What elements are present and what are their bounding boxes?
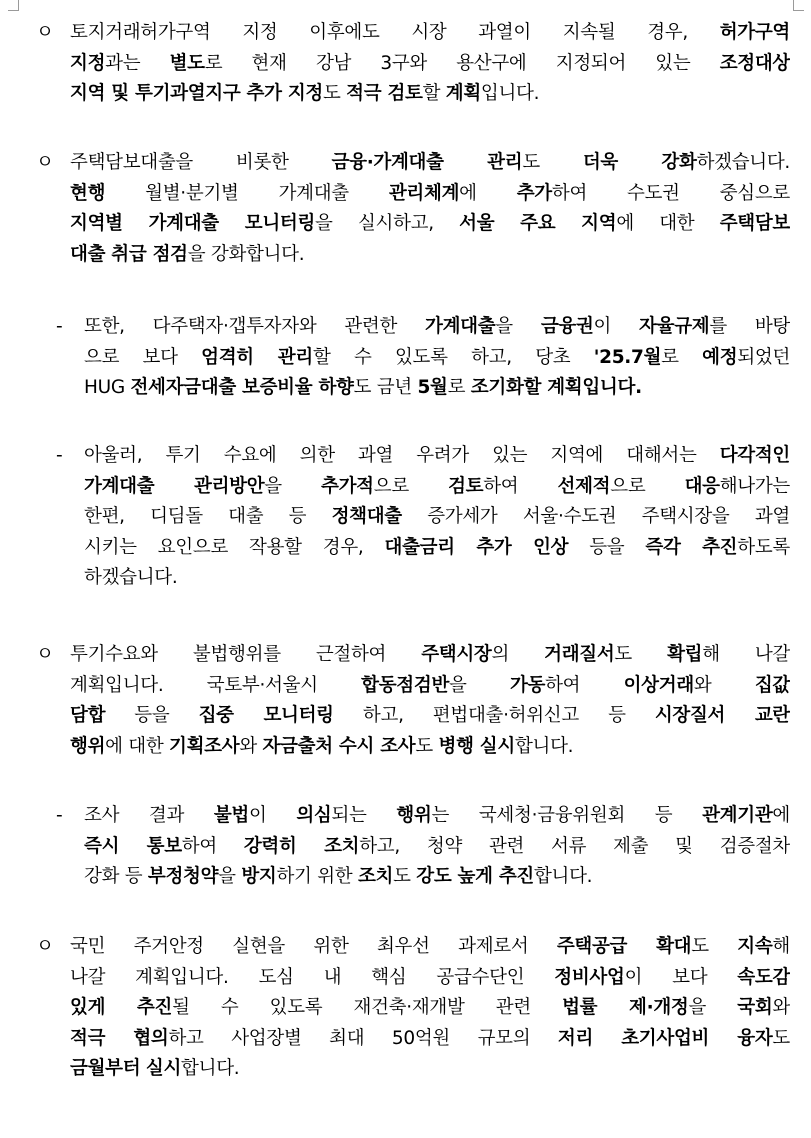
bullet-marker: ㅇ xyxy=(36,644,54,665)
text-line xyxy=(70,963,790,993)
text-run: 합니다. xyxy=(181,1058,240,1079)
bold-text: 있게 추진 xyxy=(70,997,173,1018)
text-run: 입니다. xyxy=(480,83,540,104)
text-run: HUG xyxy=(84,377,131,398)
text-run: 국민 주거안정 실현을 위한 최우선 과제로서 xyxy=(70,936,557,957)
text-line xyxy=(84,832,790,862)
text-run: 도 xyxy=(614,644,668,665)
text-line xyxy=(84,312,790,342)
text-line xyxy=(70,79,790,109)
text-run: 와 xyxy=(693,674,755,696)
text-run: 시키는 요인으로 작용할 경우, xyxy=(84,536,385,558)
bold-text: 전세자금대출 보증비율 하향 xyxy=(130,377,354,398)
text-line xyxy=(70,1024,790,1054)
text-run: 해 나갈 xyxy=(702,644,790,665)
dash-marker: - xyxy=(56,316,63,337)
bold-text: 병행 실시 xyxy=(438,735,515,757)
text-run: 을 강화합니다. xyxy=(187,243,305,265)
page-corner-mark xyxy=(793,0,804,11)
text-run: 에 xyxy=(772,805,790,826)
bold-text: 합동점검반 xyxy=(361,674,450,696)
text-line xyxy=(84,472,790,502)
text-line xyxy=(70,49,790,79)
text-line xyxy=(84,563,790,593)
text-run: 이 보다 xyxy=(624,966,738,988)
text-line xyxy=(70,671,790,701)
text-run: 과는 xyxy=(105,52,170,74)
bold-text: 대응 xyxy=(684,475,720,497)
text-run: 아울러, 투기 수요에 의한 과열 우려가 있는 지역에 대해서는 xyxy=(84,445,720,466)
text-run: 에 대한 xyxy=(105,735,170,757)
text-run: 할 xyxy=(422,83,446,104)
text-line xyxy=(84,441,790,471)
dash-marker: - xyxy=(56,805,63,826)
text-run: 하여 수도권 중심으로 xyxy=(551,182,790,204)
text-run: 으로 xyxy=(610,475,685,497)
text-run: 을 xyxy=(495,316,541,337)
bold-text: 실시 xyxy=(145,1058,182,1079)
bold-text: 적극 협의 xyxy=(70,1027,169,1049)
bold-text: 추가적 xyxy=(321,475,374,497)
text-run: 를 바탕 xyxy=(709,316,790,337)
text-run: 되는 xyxy=(331,805,397,826)
bold-text: 지역별 가계대출 모니터링 xyxy=(70,213,316,234)
text-run: 하겠습니다. xyxy=(696,152,790,173)
text-run: 등을 xyxy=(105,705,199,726)
bold-text: 저리 초기사업비 융자 xyxy=(557,1027,773,1049)
bold-text: 금융권 xyxy=(540,316,594,337)
bold-text: 주택공급 확대 xyxy=(556,936,692,957)
text-line xyxy=(84,862,790,892)
text-run: 로 xyxy=(447,377,471,398)
text-run: 의 xyxy=(491,644,545,665)
text-line xyxy=(70,993,790,1023)
text-run: 는 국세청·금융위원회 등 xyxy=(431,805,703,826)
bold-text: 엄격히 관리 xyxy=(201,346,313,368)
text-run: 도 xyxy=(323,83,347,104)
bold-text: 조기화할 계획입니다. xyxy=(470,377,642,398)
bold-text: 가계대출 관리방안 xyxy=(84,475,265,497)
text-run: 도 xyxy=(691,936,738,957)
bold-text: 즉시 통보 xyxy=(84,835,182,857)
bold-text: 행위 xyxy=(70,735,106,757)
text-run: 한편, 디딤돌 대출 등 xyxy=(84,506,332,527)
bold-text: 집값 xyxy=(754,674,790,696)
text-run: 하도록 xyxy=(737,536,790,558)
text-run: 계획입니다. 국토부·서울시 xyxy=(70,674,362,696)
bold-text: 주택시장 xyxy=(421,644,492,665)
text-line xyxy=(84,343,790,373)
text-line xyxy=(70,732,790,762)
bold-text: 다각적인 xyxy=(719,445,790,466)
text-run: 로 현재 강남 3구와 용산구에 지정되어 있는 xyxy=(204,52,720,74)
text-run: 와 xyxy=(239,735,263,757)
bold-text: 의심 xyxy=(296,805,332,826)
text-line xyxy=(84,502,790,532)
text-run: 도 xyxy=(393,866,417,887)
bold-text: 행위 xyxy=(396,805,432,826)
bold-text: 현행 xyxy=(70,182,106,204)
bullet-marker: ㅇ xyxy=(36,936,54,957)
dash-marker: - xyxy=(56,445,63,466)
bold-text: 조치 xyxy=(357,866,394,887)
bold-text: 속도감 xyxy=(737,966,790,988)
text-run: 나갈 계획입니다. 도심 내 핵심 공급수단인 xyxy=(70,966,555,988)
text-run: 합니다. xyxy=(514,735,574,757)
text-run: 강화 등 xyxy=(84,866,148,887)
text-line xyxy=(70,240,790,270)
bold-text: 금월부터 xyxy=(70,1058,141,1079)
text-run: 으로 xyxy=(373,475,449,497)
text-line xyxy=(70,209,790,239)
text-run: 이 xyxy=(248,805,297,826)
text-run: 해나가는 xyxy=(719,475,790,497)
text-run: 합니다. xyxy=(533,866,593,887)
text-run: 해 xyxy=(772,936,790,957)
bold-text: 정비사업 xyxy=(554,966,625,988)
text-run: 와 xyxy=(772,997,790,1018)
bold-text: 이상거래 xyxy=(623,674,694,696)
bold-text: 정책대출 xyxy=(331,506,402,527)
bold-text: 적극 검토 xyxy=(346,83,423,104)
bullet-marker: ㅇ xyxy=(36,22,54,43)
text-run: 토지거래허가구역 지정 이후에도 시장 과열이 지속될 경우, xyxy=(70,22,720,43)
text-run: 하여 xyxy=(483,475,558,497)
bold-text: 검토 xyxy=(448,475,484,497)
text-run: 로 xyxy=(661,346,703,368)
bold-text: 선제적 xyxy=(557,475,611,497)
text-run: 등을 xyxy=(568,536,646,558)
text-run: 을 실시하고, xyxy=(315,213,460,234)
text-run: 증가세가 서울·수도권 주택시장을 과열 xyxy=(401,506,790,527)
bold-text: 국회 xyxy=(737,997,773,1018)
text-run: 에 xyxy=(459,182,517,204)
bold-text: 법률 제·개정 xyxy=(562,997,689,1018)
bold-text: 불법 xyxy=(213,805,249,826)
text-run: 하고 사업장별 최대 50억원 규모의 xyxy=(168,1027,558,1049)
text-run: 에 대한 xyxy=(616,213,720,234)
text-run: 을 xyxy=(264,475,322,497)
bold-text: 더욱 강화 xyxy=(582,152,697,173)
bold-text: 확립 xyxy=(667,644,703,665)
text-line xyxy=(70,701,790,731)
bold-text: '25.7월 xyxy=(593,346,662,368)
text-run: 을 xyxy=(218,866,242,887)
text-run: 월별·분기별 가계대출 xyxy=(105,182,389,204)
text-run: 투기수요와 불법행위를 근절하여 xyxy=(70,644,422,665)
text-line xyxy=(84,801,790,831)
bold-text: 대출 취급 점검 xyxy=(70,243,188,265)
bold-text: 지역 및 투기과열지구 추가 지정 xyxy=(70,83,323,104)
bold-text: 방지 xyxy=(241,866,277,887)
text-run: 하고, 청약 관련 서류 제출 및 검증절차 xyxy=(359,835,790,857)
bold-text: 집중 모니터링 xyxy=(198,705,334,726)
bold-text: 담합 xyxy=(70,705,106,726)
text-line xyxy=(70,932,790,962)
text-run: 주택담보대출을 비롯한 xyxy=(70,152,332,173)
text-run: 이 xyxy=(593,316,640,337)
bold-text: 지정 xyxy=(70,52,106,74)
bold-text: 조정대상 xyxy=(719,52,790,74)
bold-text: 자율규제 xyxy=(639,316,710,337)
bold-text: 금융·가계대출 관리 xyxy=(331,152,523,173)
bold-text: 관리체계 xyxy=(388,182,460,204)
bullet-marker: ㅇ xyxy=(36,152,54,173)
text-run: 또한, 다주택자·갭투자자와 관련한 xyxy=(84,316,425,337)
text-run: 도 xyxy=(772,1027,790,1049)
bold-text: 지속 xyxy=(737,936,773,957)
text-run: 하기 위한 xyxy=(276,866,358,887)
text-run: 을 xyxy=(449,674,510,696)
text-line xyxy=(70,18,790,48)
page-corner-mark xyxy=(8,0,19,11)
text-run: 하고, 편법대출·허위신고 등 xyxy=(333,705,655,726)
text-run: 할 수 있도록 하고, 당초 xyxy=(312,346,594,368)
text-run: 하여 xyxy=(545,674,624,696)
bold-text: 가계대출 xyxy=(425,316,496,337)
text-run: 도 xyxy=(522,152,583,173)
text-run: 도 금년 xyxy=(353,377,418,398)
bold-text: 5월 xyxy=(417,377,448,398)
bold-text: 주택담보 xyxy=(719,213,790,234)
bold-text: 자금출처 수시 조사 xyxy=(262,735,416,757)
bold-text: 별도 xyxy=(169,52,205,74)
bold-text: 계획 xyxy=(445,83,481,104)
bold-text: 거래질서 xyxy=(544,644,615,665)
text-run: 하겠습니다. xyxy=(84,567,178,588)
bold-text: 가동 xyxy=(509,674,546,696)
text-line xyxy=(84,373,790,403)
bold-text: 서울 주요 지역 xyxy=(459,213,617,234)
text-line xyxy=(70,179,790,209)
bold-text: 관계기관 xyxy=(702,805,773,826)
bold-text: 대출금리 추가 인상 xyxy=(384,536,569,558)
bold-text: 강력히 조치 xyxy=(243,835,360,857)
bold-text: 예정 xyxy=(702,346,738,368)
bold-text: 즉각 추진 xyxy=(645,536,738,558)
bold-text: 추가 xyxy=(516,182,552,204)
text-run: 되었던 xyxy=(737,346,790,368)
bold-text: 허가구역 xyxy=(719,22,790,43)
text-line xyxy=(70,1054,790,1084)
text-run: 도 xyxy=(415,735,439,757)
text-run: 하여 xyxy=(181,835,244,857)
text-line xyxy=(70,640,790,670)
text-run: 으로 보다 xyxy=(84,346,202,368)
bold-text: 시장질서 교란 xyxy=(654,705,790,726)
text-run: 조사 결과 xyxy=(84,805,214,826)
text-line xyxy=(84,533,790,563)
bold-text: 기획조사 xyxy=(169,735,240,757)
text-run: 을 xyxy=(688,997,738,1018)
bold-text: 강도 높게 추진 xyxy=(416,866,534,887)
bold-text: 부정청약 xyxy=(147,866,219,887)
text-run: 될 수 있도록 재건축·재개발 관련 xyxy=(172,997,563,1018)
text-line xyxy=(70,148,790,178)
